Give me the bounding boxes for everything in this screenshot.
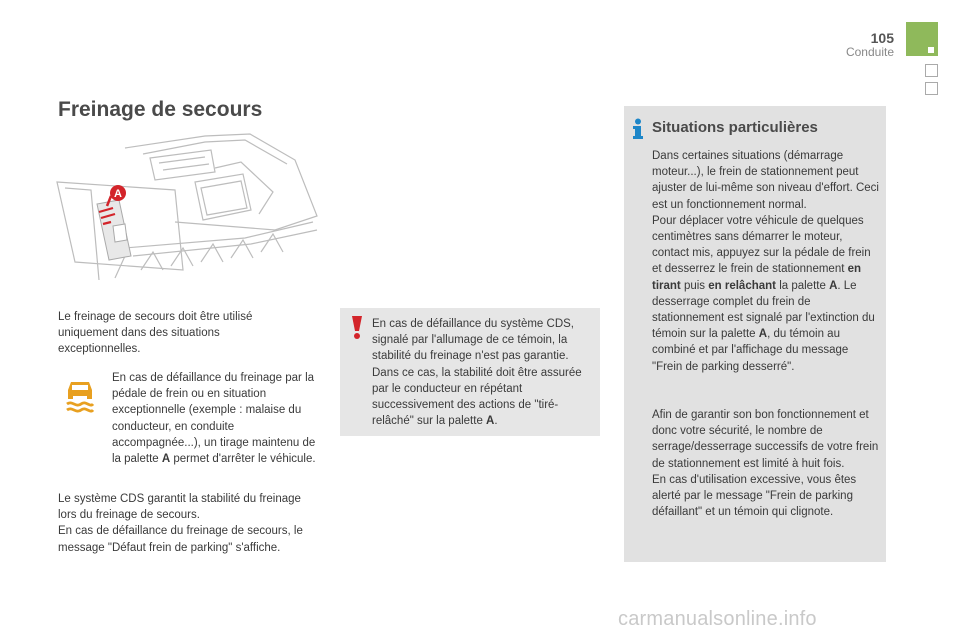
watermark: carmanualsonline.info [618,608,817,630]
cds-paragraph: Le système CDS garantit la stabilité du freinage lors du freinage de secours. En cas de défaillance du freinage de secours, le message "Défaut frein de parking" s'affiche. [58,493,303,554]
section-label: Conduite [845,45,894,59]
warning-icon [348,314,366,340]
warning-text: En cas de défaillance du système CDS, signalé par l'allumage de ce témoin, la stabilité du freinage n'est pas garantie. Dans ce cas, la stabilité doit être assurée par le conducteur en répétant successivement des actions de "tiré-relâché" sur la palette A. [372,318,582,428]
info-title: Situations particulières [652,119,818,136]
info-icon [630,118,646,140]
info-paragraph-1: Dans certaines situations (démarrage moteur...), le frein de stationnement peut ajuster de lui-même son niveau d'effort. Ceci est un fonctionnement normal. Pour déplacer votre véhicule de quelques centimètres sans démarrer le moteur, contact mis, appuyez sur la pédale de frein et desserrez le frein de stationnement en tirant puis en relâchant la palette A. Le desserrage complet du frein de stationnement est signalé par l'extinction du témoin sur la palette A, du témoin au combiné et par l'affichage du message "Frein de parking desserré". [652,148,880,375]
failure-note: En cas de défaillance du freinage par la pédale de frein ou en situation exceptionnelle (exemple : malaise du conducteur, en conduite accompagnée...), un tirage maintenu de la palette A permet d'arrêter le véhicule. [112,372,316,466]
chapter-box-1 [925,64,938,77]
info-paragraph-2: Afin de garantir son bon fonctionnement et donc votre sécurité, le nombre de serrage/desserrage successifs de votre frein de stationnement est limité à huit fois. En cas d'utilisation excessive, vous êtes alerté par le message "Frein de parking défaillant" et un témoin qui clignote. [652,409,879,519]
chapter-box-2 [925,82,938,95]
page-title: Freinage de secours [58,98,263,121]
page-number: 105 [870,30,894,46]
parking-brake-illustration [55,130,320,290]
info-paragraph-1-b: Pour déplacer votre véhicule de quelques centimètres sans démarrer le moteur, contact mis, appuyez sur la pédale de frein et desserrez le frein de stationnement en tirant puis en relâchant la palette A. Le desserrage complet du frein de stationnement est signalé par l'extinction du témoin sur la palette A, du témoin au combiné et par l'affichage du message "Frein de parking desserré". [652,214,875,373]
chapter-tab-marker [928,47,934,53]
intro-text: Le freinage de secours doit être utilisé uniquement dans des situations exceptionnelles. [58,311,253,356]
esc-warning-icon [62,378,98,414]
label-a: A [114,188,122,200]
